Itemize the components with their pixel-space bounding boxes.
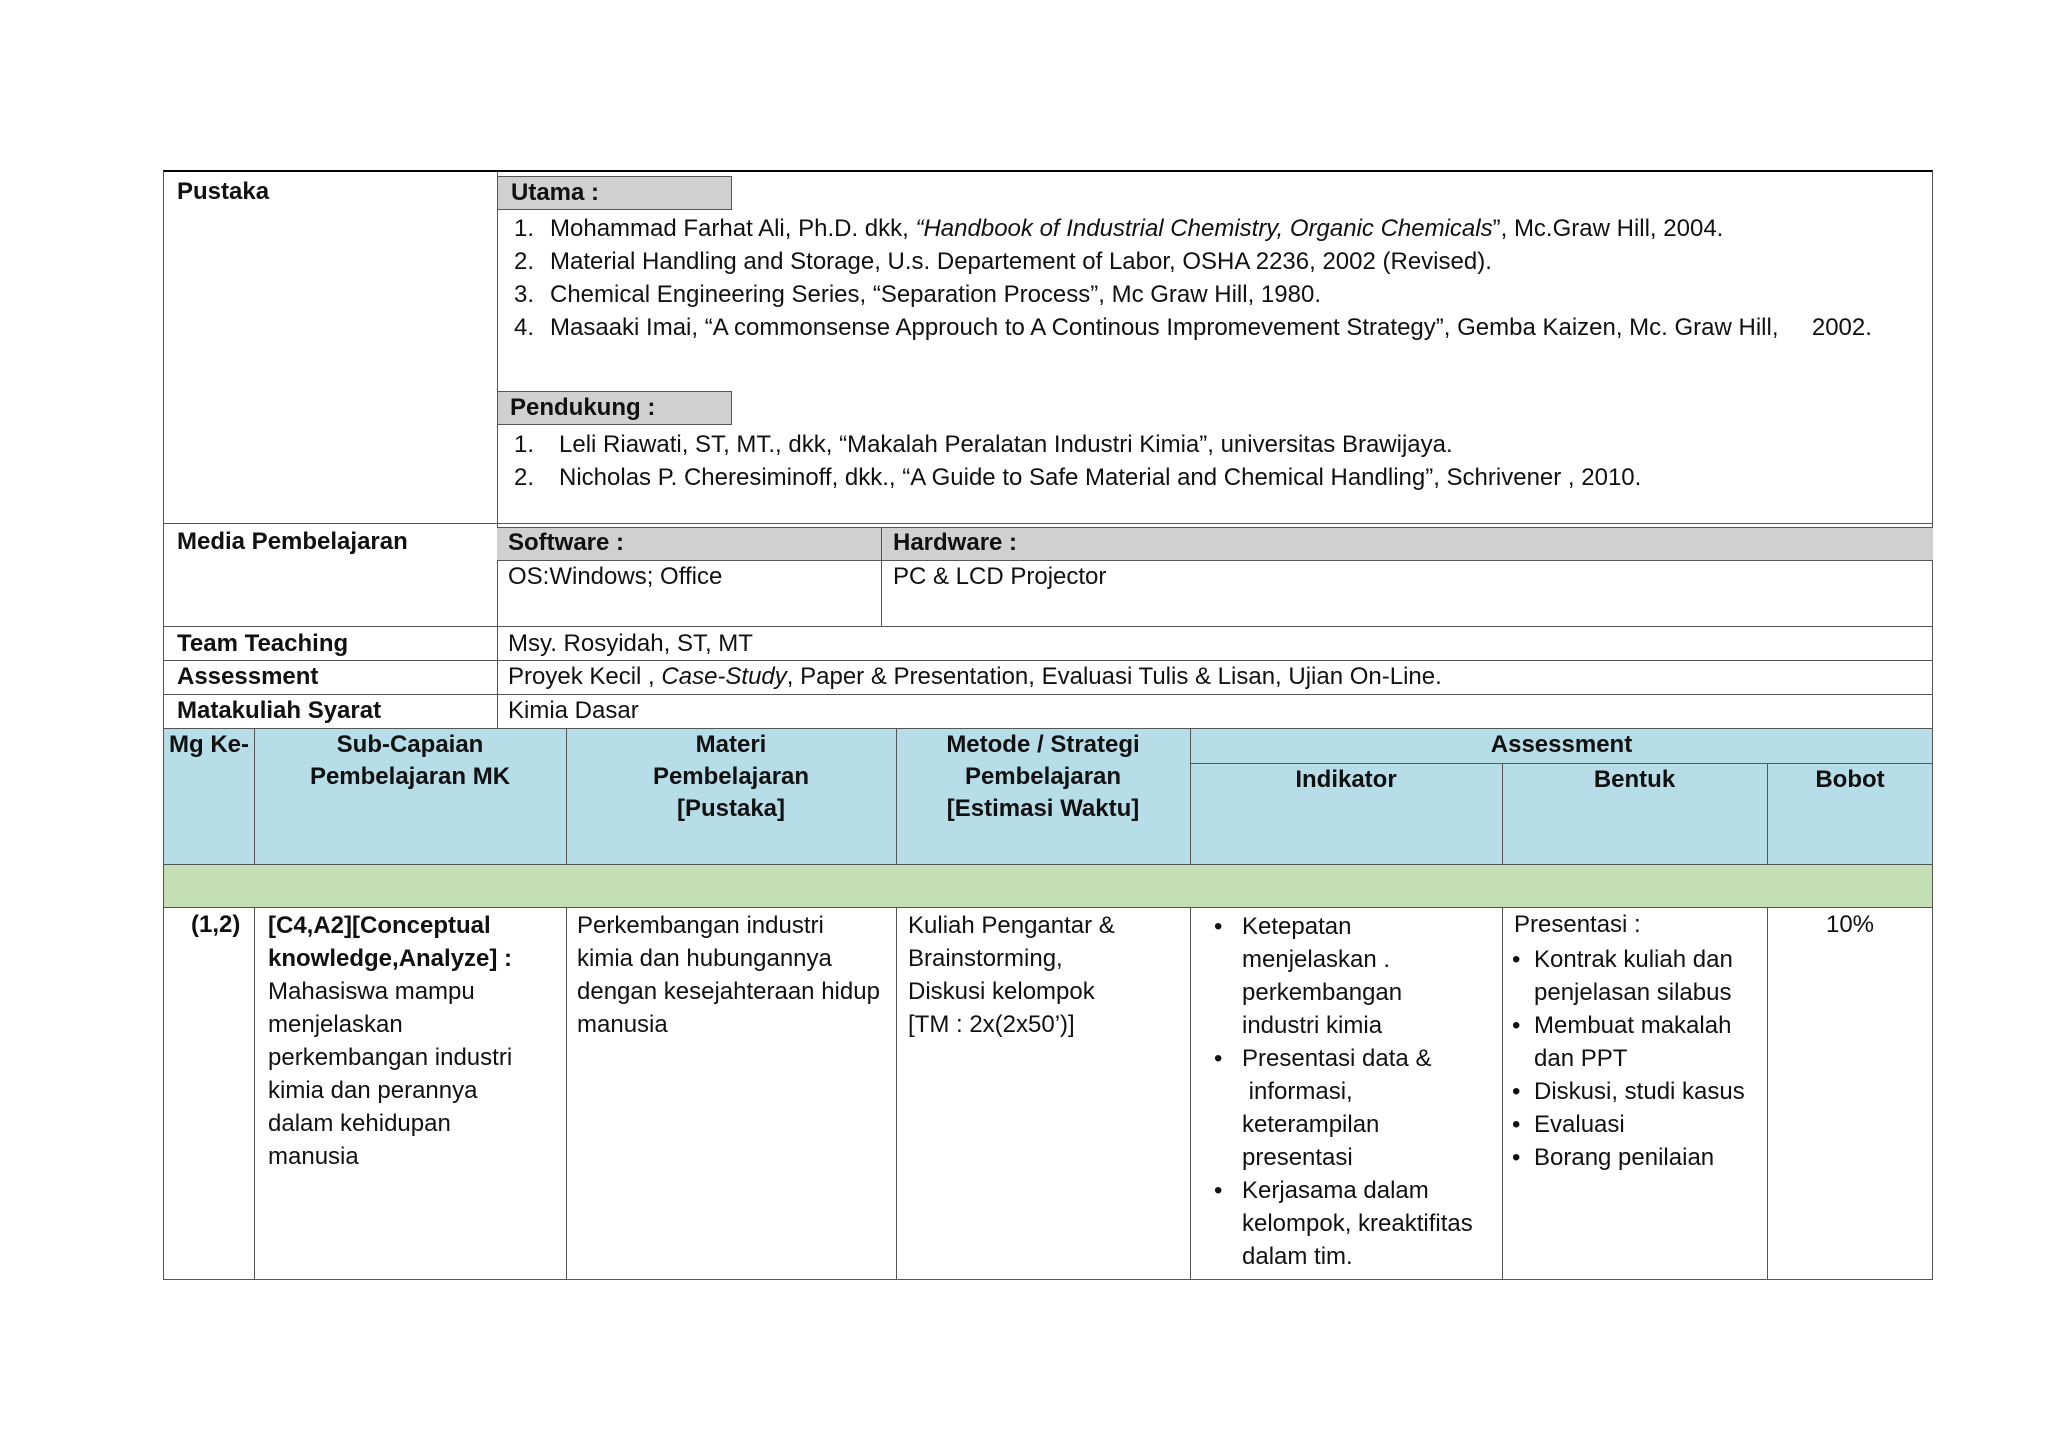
team-teaching-value: Msy. Rosyidah, ST, MT	[508, 630, 753, 657]
utama-reference-list	[514, 212, 1872, 344]
indikator-item: • Ketepatan menjelaskan . perkembangan industri kimia	[1212, 910, 1497, 1042]
indikator-item: • Kerjasama dalam kelompok, kreaktifitas dalam tim.	[1212, 1174, 1497, 1273]
assessment-label: Assessment	[177, 663, 319, 690]
pendukung-reference-2: 2. Nicholas P. Cheresiminoff, dkk., “A Guide to Safe Material and Chemical Handling”, Schrivener , 2010.	[514, 464, 1642, 491]
pendukung-reference-1: 1. Leli Riawati, ST, MT., dkk, “Makalah Peralatan Industri Kimia”, universitas Brawijaya.	[514, 431, 1453, 458]
utama-reference-4: 4. Masaaki Imai, “A commonsense Approuch to A Continous Impromevement Strategy”, Gemba Kaizen, Mc. Graw Hill, 2002.	[514, 314, 1872, 341]
header-metode-1: Metode / Strategi	[946, 731, 1140, 758]
bullet-icon: •	[1512, 1111, 1521, 1138]
utama-label: Utama :	[511, 179, 600, 206]
assessment-value: Proyek Kecil , Case-Study, Paper & Presentation, Evaluasi Tulis & Lisan, Ujian On-Line.	[508, 663, 1442, 690]
header-mg-ke: Mg Ke-	[169, 731, 249, 758]
utama-reference-1: 1. Mohammad Farhat Ali, Ph.D. dkk, “Handbook of Industrial Chemistry, Organic Chemicals”, Mc.Graw Hill, 2004.	[514, 215, 1724, 242]
pustaka-label: Pustaka	[177, 178, 270, 205]
header-metode-3: [Estimasi Waktu]	[946, 795, 1140, 822]
pendukung-label: Pendukung :	[510, 394, 656, 421]
header-sub-capaian-1: Sub-Capaian	[336, 731, 484, 758]
header-metode-2: Pembelajaran	[964, 763, 1122, 790]
header-materi-2: Pembelajaran	[652, 763, 810, 790]
header-indikator: Indikator	[1295, 766, 1397, 793]
bullet-icon: •	[1512, 1078, 1521, 1105]
header-bobot: Bobot	[1815, 766, 1885, 793]
row-sub-capaian: [C4,A2][Conceptual knowledge,Analyze] : Mahasiswa mampu menjelaskan perkembangan industri kimia dan perannya dalam kehidupan manusia	[268, 912, 513, 1170]
media-sw-hw-divider	[881, 527, 882, 627]
software-value: OS:Windows; Office	[508, 563, 723, 590]
matakuliah-syarat-value: Kimia Dasar	[508, 697, 639, 724]
info-divider	[497, 627, 498, 728]
header-sub-capaian-2: Pembelajaran MK	[309, 763, 511, 790]
bentuk-item: • Borang penilaian	[1510, 1141, 1765, 1174]
bentuk-item: • Evaluasi	[1510, 1108, 1765, 1141]
header-assessment: Assessment	[1490, 731, 1633, 758]
col-line-3b	[896, 908, 897, 1280]
hardware-value: PC & LCD Projector	[893, 563, 1107, 590]
indikator-item: • Presentasi data & informasi, keterampilan presentasi	[1212, 1042, 1497, 1174]
bentuk-item: • Kontrak kuliah dan penjelasan silabus	[1510, 943, 1765, 1009]
hardware-label: Hardware :	[893, 529, 1018, 556]
media-header-band	[497, 527, 1933, 561]
bullet-icon: •	[1214, 1045, 1223, 1072]
row-bentuk-title: Presentasi :	[1514, 911, 1641, 938]
row-bentuk-list	[1510, 943, 1765, 1174]
row-week: (1,2)	[191, 911, 241, 938]
bentuk-item: • Membuat makalah dan PPT	[1510, 1009, 1765, 1075]
bullet-icon: •	[1512, 946, 1521, 973]
header-materi-1: Materi	[695, 731, 767, 758]
software-label: Software :	[508, 529, 625, 556]
row-indikator-list	[1212, 910, 1497, 1273]
bullet-icon: •	[1512, 1012, 1521, 1039]
pendukung-reference-list	[514, 428, 1641, 494]
bullet-icon: •	[1512, 1144, 1521, 1171]
team-teaching-label: Team Teaching	[177, 630, 349, 657]
col-line-5b	[1502, 908, 1503, 1280]
col-line-2b	[566, 908, 567, 1280]
utama-reference-3: 3. Chemical Engineering Series, “Separation Process”, Mc Graw Hill, 1980.	[514, 281, 1321, 308]
matakuliah-syarat-label: Matakuliah Syarat	[177, 697, 382, 724]
info-rule-2	[163, 694, 1933, 695]
row-materi: Perkembangan industri kimia dan hubungannya dengan kesejahteraan hidup manusia	[577, 912, 880, 1038]
media-label: Media Pembelajaran	[177, 528, 408, 555]
bentuk-item: • Diskusi, studi kasus	[1510, 1075, 1765, 1108]
col-line-4b	[1190, 908, 1191, 1280]
pustaka-divider	[497, 171, 498, 524]
bullet-icon: •	[1214, 1177, 1223, 1204]
schedule-green-band	[163, 865, 1933, 908]
col-line-6b	[1767, 908, 1768, 1280]
bullet-icon: •	[1214, 913, 1223, 940]
col-line-1b	[254, 908, 255, 1280]
row-metode: Kuliah Pengantar & Brainstorming, Diskusi kelompok [TM : 2x(2x50’)]	[908, 912, 1115, 1038]
row-bobot: 10%	[1825, 911, 1875, 938]
utama-reference-2: 2. Material Handling and Storage, U.s. Departement of Labor, OSHA 2236, 2002 (Revised).	[514, 248, 1492, 275]
header-materi-3: [Pustaka]	[676, 795, 786, 822]
header-bentuk: Bentuk	[1593, 766, 1676, 793]
